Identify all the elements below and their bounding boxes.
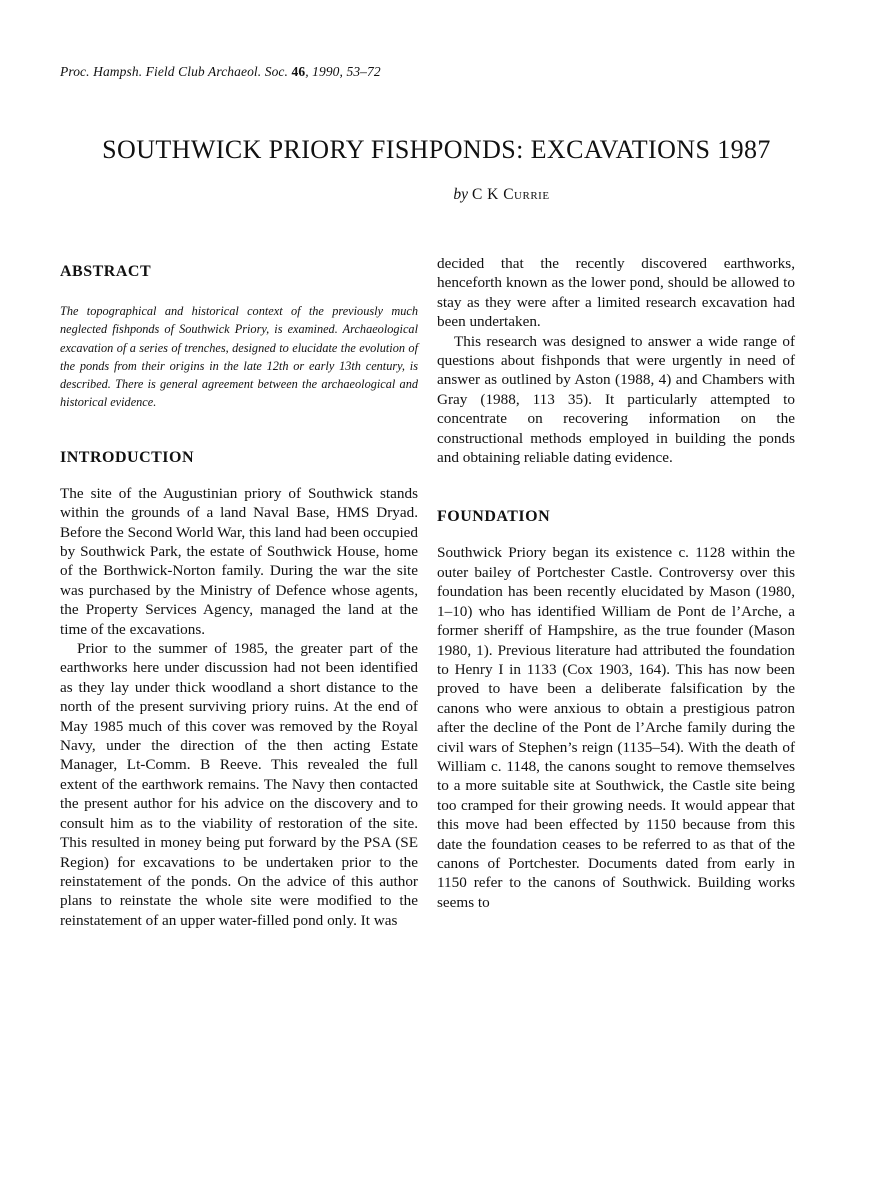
journal-citation — [60, 64, 381, 80]
article-title: SOUTHWICK PRIORY FISHPONDS: EXCAVATIONS 1987 — [102, 135, 771, 165]
byline-by: by — [453, 186, 469, 203]
introduction-paragraph-1: The site of the Augustinian priory of Southwick stands within the grounds of a land Naval Base, HMS Dryad. Before the Second World War, this land had been occupied by Southwick Park, the estate of Southwick House, home of the Borthwick-Norton family. During the war the site was purchased by the Ministry of Defence whose agents, the Property Services Agency, managed the land at the time of the excavations. — [60, 484, 418, 638]
citation-volume: 46 — [291, 64, 306, 79]
foundation-heading: FOUNDATION — [437, 508, 551, 526]
right-column — [437, 254, 795, 912]
abstract-text: The topographical and historical context of the previously much neglected fishponds of Southwick Priory, is examined. Archaeological excavation of a series of trenches, designed to elucidate the evolution of the ponds from their origins in the late 12th or early 13th century, is described. There is general agreement between the archaeological and historical evidence. — [60, 304, 418, 410]
introduction-heading: INTRODUCTION — [60, 448, 195, 466]
research-paragraph: This research was designed to answer a wide range of questions about fishponds that were urgently in need of answer as outlined by Aston (1988, 4) and Chambers with Gray (1988, 113 35). It particularly attempted to concentrate on recovering information on the constructional methods employed in building the ponds and obtaining reliable dating evidence. — [437, 332, 795, 467]
author-name: C K Currie — [471, 186, 550, 203]
foundation-paragraph: Southwick Priory began its existence c. 1128 within the outer bailey of Portchester Castle. Controversy over this foundation has been recently elucidated by Mason (1980, 1–10) who has identified William de Pont de l’Arche, a former sheriff of Hampshire, as the true founder (Mason 1980, 1). Previous literature had attributed the foundation to Henry I in 1133 (Cox 1903, 164). This has now been proved to have been a deliberate falsification by the canons who were anxious to obtain a prestigious patron after the decline of the Pont de l’Arche family during the civil wars of Stephen’s reign (1135–54). With the death of William c. 1148, the canons sought to remove themselves to a more suitable site at Southwick, the Castle site being too cramped for their growing needs. It would appear that this move had been effected by 1150 because from this date the foundation ceases to be referred to as that of the canons of Portchester. Documents dated from early in 1150 refer to the canons of Southwick. Building works seems to — [437, 544, 795, 911]
introduction-paragraph-2: Prior to the summer of 1985, the greater part of the earthworks here under discussion had not been identified as they lay under thick woodland a short distance to the north of the present surviving priory ruins. At the end of May 1985 much of this cover was removed by the Royal Navy, under the direction of the then acting Estate Manager, Lt-Comm. B Reeve. This revealed the full extent of the earthwork remains. The Navy then contacted the present author for his advice on the discovery and to consult him as to the viability of restoration of the site. This resulted in money being put forward by the PSA (SE Region) for excavations to be undertaken prior to the reinstatement of the ponds. On the advice of this author plans to reinstate the whole site were modified to the reinstatement of an upper water-filled pond only. It was — [60, 640, 418, 929]
citation-journal: Proc. Hampsh. Field Club Archaeol. Soc. — [60, 64, 288, 79]
continuation-paragraph: decided that the recently discovered earthworks, henceforth known as the lower pond, should be allowed to stay as they were after a limited research excavation had been undertaken. — [437, 255, 795, 331]
citation-year-pages: , 1990, 53–72 — [305, 64, 381, 79]
byline — [0, 186, 873, 204]
abstract-heading: ABSTRACT — [60, 263, 152, 280]
left-column — [60, 254, 418, 930]
